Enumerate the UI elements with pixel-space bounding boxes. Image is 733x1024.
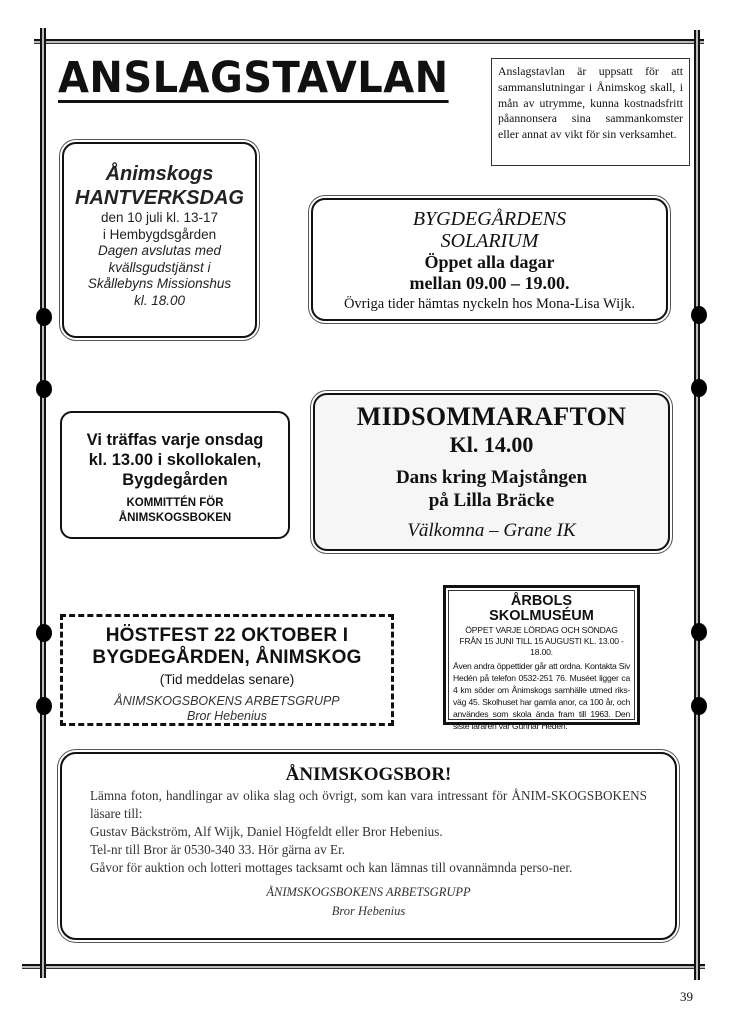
hostfest-line3: (Tid meddelas senare)	[159, 672, 295, 687]
vi-traffas-line5: ÅNIMSKOGSBOKEN	[118, 511, 232, 524]
animskogsbor-p2: Gustav Bäckström, Alf Wijk, Daniel Högfeldt eller Bror Hebenius.	[90, 824, 443, 839]
page-title: ANSLAGSTAVLAN	[58, 53, 449, 103]
hostfest-line4: ÅNIMSKOGSBOKENS ARBETSGRUPP	[114, 694, 340, 708]
arbols-line3: ÖPPET VARJE LÖRDAG OCH SÖNDAG FRÅN 15 JUNI TILL 15 AUGUSTI KL. 13.00 - 18.00.	[459, 625, 624, 657]
animskogsbor-sign1: ÅNIMSKOGSBOKENS ARBETSGRUPP	[266, 885, 471, 899]
intro-notice: Anslagstavlan är uppsatt för att sammanslutningar i Ånimskog skall, i mån av utrymme, kunna kostnadsfritt påannonsera sina sammankomster eller annat av vikt för sin verksamhet.	[491, 58, 690, 166]
hostfest-line1: HÖSTFEST 22 OKTOBER I	[105, 625, 349, 646]
midsommar-line1: MIDSOMMARAFTON	[356, 402, 627, 431]
solarium-line4: mellan 09.00 – 19.00.	[409, 273, 570, 293]
vi-traffas-line1: Vi träffas varje onsdag	[86, 431, 264, 449]
frame-top-line	[34, 39, 704, 44]
hostfest-line5: Bror Hebenius	[187, 708, 267, 723]
animskogsbor-sign2: Bror Hebenius	[331, 904, 406, 918]
midsommar-notice	[313, 393, 670, 551]
hantverksdag-notice	[62, 142, 257, 338]
vi-traffas-line3: Bygdegården	[122, 471, 228, 489]
solarium-line3: Öppet alla dagar	[424, 252, 555, 272]
animskogsbor-p1: Lämna foton, handlingar av olika slag och övrigt, som kan vara intressant för ÅNIM-SKOGSBOKENS läsare till:	[90, 788, 647, 821]
hantverksdag-line2: HANTVERKSDAG	[75, 187, 244, 209]
solarium-line1: BYGDEGÅRDENS	[412, 208, 567, 230]
midsommar-line4: på Lilla Bräcke	[428, 490, 555, 511]
hantverksdag-line1: Ånimskogs	[105, 163, 214, 185]
hantverksdag-line3: den 10 juli kl. 13-17	[100, 210, 219, 225]
frame-bottom-line	[22, 964, 705, 969]
frame-right-line	[694, 30, 700, 980]
arbols-line1: ÅRBOLS	[510, 593, 573, 609]
animskogsbor-p4: Gåvor för auktion och lotteri mottages tacksamt och kan lämnas till ovannämnda perso-ner.	[90, 860, 573, 875]
hantverksdag-line6: kvällsgudstjänst i	[108, 259, 211, 275]
midsommar-line5: Välkomna – Grane IK	[407, 520, 576, 541]
animskogsbor-p3: Tel-nr till Bror är 0530-340 33. Hör gärna av Er.	[90, 842, 346, 857]
binder-hole-right-2	[691, 379, 707, 397]
vi-traffas-line4: KOMMITTÉN FÖR	[126, 497, 224, 509]
hantverksdag-line8: kl. 18.00	[133, 292, 186, 308]
hantverksdag-line7: Skållebyns Missionshus	[87, 276, 232, 291]
binder-hole-right-1	[691, 306, 707, 324]
page-number: 39	[680, 989, 693, 1004]
binder-hole-right-4	[691, 697, 707, 715]
midsommar-line3: Dans kring Majstången	[395, 467, 588, 488]
hantverksdag-line4: i Hembygdsgården	[102, 226, 217, 242]
arbols-body: Även andra öppettider går att ordna. Kontakta Siv Hedén på telefon 0532-251 76. Muséet ligger ca 4 km söder om Ånimskogs samhälle utmed riks-väg 45. Skolhuset har gamla anor, ca 100 år, och användes som skola ända fram till 1963. Den siste läraren var Gunnar Hedén.	[453, 661, 630, 731]
binder-hole-right-3	[691, 623, 707, 641]
hantverksdag-line5: Dagen avslutas med	[97, 243, 222, 258]
solarium-line2: SOLARIUM	[440, 230, 539, 252]
solarium-line5: Övriga tider hämtas nyckeln hos Mona-Lisa Wijk.	[343, 296, 636, 312]
hostfest-line2: BYGDEGÅRDEN, ÅNIMSKOG	[92, 647, 362, 668]
binder-hole-left-1	[36, 308, 52, 326]
frame-left-line	[40, 28, 46, 978]
solarium-notice	[311, 198, 668, 321]
animskogsbor-heading: ÅNIMSKOGSBOR!	[285, 764, 452, 785]
arbols-line2: SKOLMUSÉUM	[489, 608, 594, 624]
vi-traffas-line2: kl. 13.00 i skollokalen,	[88, 451, 262, 469]
vi-traffas-notice	[60, 411, 290, 539]
arbols-notice	[443, 585, 640, 731]
midsommar-line2: Kl. 14.00	[449, 432, 534, 457]
binder-hole-left-4	[36, 697, 52, 715]
binder-hole-left-3	[36, 624, 52, 642]
binder-hole-left-2	[36, 380, 52, 398]
animskogsbor-notice	[60, 752, 677, 940]
hostfest-notice	[60, 614, 394, 726]
